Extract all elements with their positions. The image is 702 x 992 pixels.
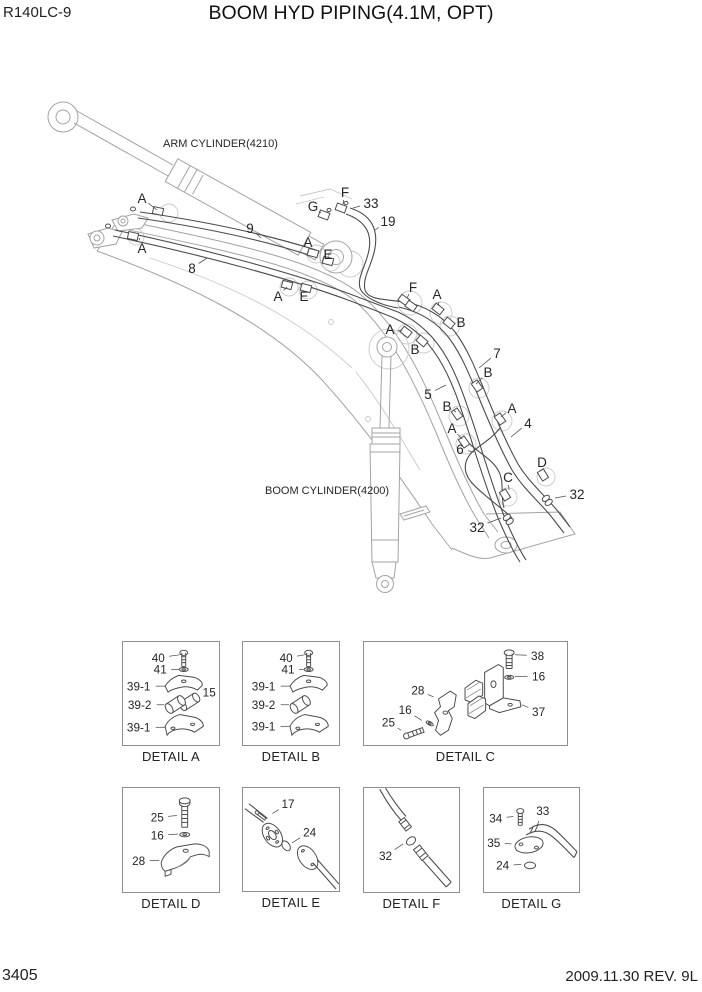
leader-line <box>435 385 446 390</box>
arm-cylinder-label: ARM CYLINDER(4210) <box>163 138 278 150</box>
callout-label: 33 <box>536 804 550 818</box>
clamp-assembly-art <box>164 650 204 735</box>
leader-line <box>297 655 305 656</box>
leader-line <box>507 816 514 817</box>
callout-label: 16 <box>150 829 164 843</box>
callout-label: 38 <box>531 649 545 663</box>
callout-label: B <box>456 314 466 330</box>
callout-label: 19 <box>380 213 396 229</box>
leader-line <box>169 655 180 656</box>
callout-label: A <box>273 288 283 304</box>
callout-label: A <box>385 321 395 337</box>
callout-label: 39-1 <box>251 720 276 734</box>
callout-label: A <box>137 190 147 206</box>
callout-label: 16 <box>398 703 412 717</box>
callout-label: A <box>432 286 442 302</box>
callout-label: 8 <box>188 260 196 276</box>
leader-line <box>398 728 401 730</box>
callout-label: 37 <box>532 705 546 719</box>
detail-a-box <box>122 641 220 764</box>
callout-label: 28 <box>132 854 146 868</box>
callout-label: 7 <box>493 345 501 361</box>
callout-label: B <box>483 364 493 380</box>
detail-caption: DETAIL E <box>261 895 321 910</box>
detail-caption: DETAIL F <box>382 896 441 911</box>
leader-line <box>375 227 379 230</box>
callout-label: G <box>307 198 319 214</box>
revision-date: 2009.11.30 REV. 9L <box>565 968 698 985</box>
callout-label: 40 <box>151 651 165 665</box>
callout-label: D <box>537 454 547 470</box>
detail-d-box <box>122 787 220 911</box>
detail-b-box <box>242 641 340 764</box>
callout-label: 24 <box>496 859 510 873</box>
callout-label: E <box>323 246 333 262</box>
leader-line <box>428 694 434 696</box>
callout-label: 32 <box>569 486 585 502</box>
callout-label: A <box>303 234 313 250</box>
callout-label: 28 <box>411 684 425 698</box>
page-title: BOOM HYD PIPING(4.1M, OPT) <box>208 2 494 24</box>
callout-label: 6 <box>456 441 464 457</box>
callout-label: 24 <box>303 826 317 840</box>
detail-c-box <box>363 641 568 764</box>
callout-label: 39-1 <box>126 721 151 735</box>
fitting-oring-art <box>380 788 451 887</box>
callout-label: 32 <box>469 519 485 535</box>
callout-label: A <box>137 240 147 256</box>
bolt-clamp-art <box>161 798 209 876</box>
detail-caption: DETAIL C <box>435 749 496 764</box>
detail-caption: DETAIL G <box>501 896 562 911</box>
callout-label: 33 <box>363 195 379 211</box>
leader-line <box>139 238 140 240</box>
model-number: R140LC-9 <box>3 4 72 21</box>
detail-caption: DETAIL B <box>261 749 321 764</box>
callout-label: 40 <box>279 651 293 665</box>
detail-caption: DETAIL A <box>141 749 201 764</box>
leader-line <box>522 705 528 708</box>
callout-label: 41 <box>281 663 295 677</box>
flange-oring-art <box>245 804 339 889</box>
leader-line <box>168 816 177 817</box>
callout-label: 4 <box>524 415 532 431</box>
leader-line <box>414 716 421 721</box>
leader-line <box>395 844 404 850</box>
callout-label: 35 <box>487 837 501 851</box>
callout-label: 5 <box>424 386 432 402</box>
callout-label: A <box>507 400 517 416</box>
callout-label: 9 <box>246 220 254 236</box>
leader-line <box>353 206 360 208</box>
leader-line <box>511 428 522 437</box>
callout-label: B <box>410 341 420 357</box>
leader-line <box>272 810 278 814</box>
callout-label: 25 <box>150 811 164 825</box>
boom-cylinder-label: BOOM CYLINDER(4200) <box>265 485 390 497</box>
detail-caption: DETAIL D <box>141 896 201 911</box>
callout-label: 25 <box>381 716 396 730</box>
detail-e-box <box>242 787 340 910</box>
callout-label: 17 <box>281 797 295 811</box>
callout-label: 16 <box>532 670 546 684</box>
callout-label: E <box>299 288 309 304</box>
callout-label: F <box>340 184 350 200</box>
callout-label: F <box>408 279 418 295</box>
callout-label: 34 <box>489 812 503 826</box>
detail-g-box <box>483 787 580 911</box>
page-number: 3405 <box>2 967 38 984</box>
callout-label: 32 <box>379 849 393 863</box>
leader-line <box>292 838 300 843</box>
callout-label: 39-2 <box>251 698 276 712</box>
callout-label: 39-2 <box>127 698 152 712</box>
callout-label: B <box>442 398 452 414</box>
callout-label: 39-1 <box>251 680 276 694</box>
leader-line <box>199 258 207 264</box>
callout-label: A <box>447 420 457 436</box>
callout-label: 15 <box>202 686 216 700</box>
callout-label: 41 <box>153 663 167 677</box>
callout-label: C <box>503 469 513 485</box>
detail-f-box <box>363 787 460 911</box>
callout-label: 39-1 <box>126 680 151 694</box>
boom-cylinder <box>370 337 430 593</box>
leader-line <box>555 496 566 498</box>
